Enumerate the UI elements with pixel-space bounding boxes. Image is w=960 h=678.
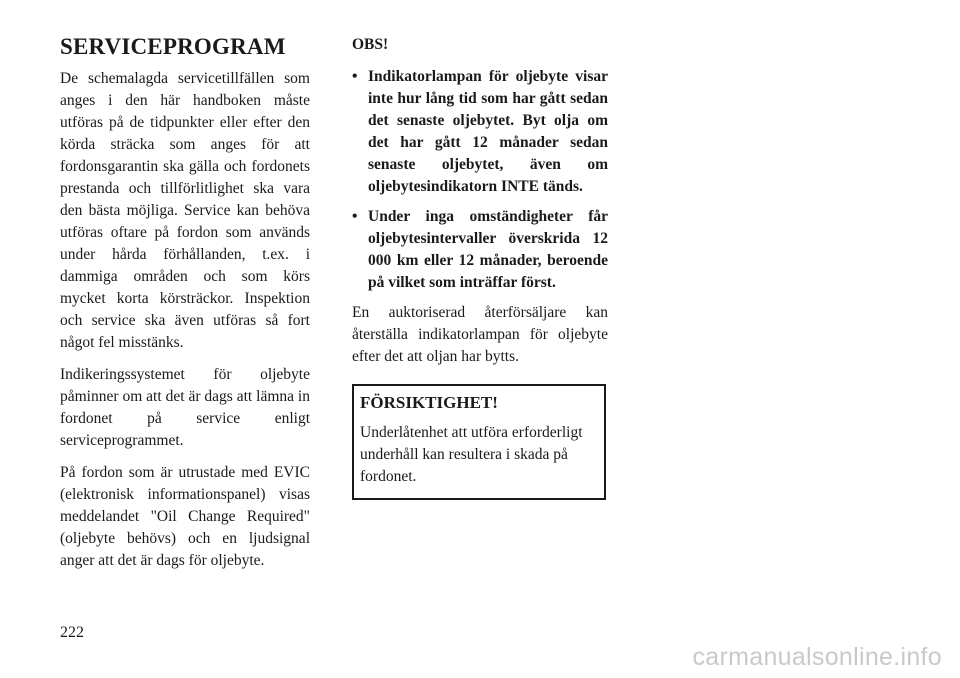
paragraph-oil-change-indicator: Indikeringssystemet för oljebyte påminner om att det är dags att lämna in fordonet på service enligt serviceprogrammet.: [60, 366, 310, 449]
paragraph-evic-message: På fordon som är utrustade med EVIC (elektronisk informationspanel) visas meddelandet "Oil Change Required" (oljebyte behövs) och en ljudsignal anger att det är dags för oljebyte.: [60, 464, 310, 569]
bullet-icon: •: [352, 208, 358, 225]
note-item-text: Under inga omständigheter får oljebytesintervaller överskrida 12 000 km eller 12 månader, beroende på vilket som inträffar först.: [368, 208, 608, 291]
left-column: [60, 34, 310, 582]
right-column: [352, 34, 608, 500]
watermark: carmanualsonline.info: [692, 643, 942, 671]
note-item: [352, 206, 608, 294]
caution-box: [352, 384, 606, 500]
paragraph-reset-indicator: En auktoriserad återförsäljare kan återställa indikatorlampan för oljebyte efter det att oljan har bytts.: [352, 304, 608, 365]
caution-text: Underlåtenhet att utföra erforderligt underhåll kan resultera i skada på fordonet.: [360, 424, 583, 485]
bullet-icon: •: [352, 68, 358, 85]
paragraph-service-intervals: De schemalagda servicetillfällen som anges i den här handboken måste utföras på de tidpunkter eller efter den körda sträcka som anges för att fordonsgarantin ska gälla och fordonets prestanda och tillförlitlighet ska vara den bästa möjliga. Service kan behöva utföras oftare på fordon som används under hårda förhållanden, t.ex. i dammiga områden och som körs mycket korta körsträckor. Inspektion och service ska även utföras så fort något fel misstänks.: [60, 70, 310, 351]
section-heading: SERVICEPROGRAM: [60, 34, 286, 59]
note-item-text: Indikatorlampan för oljebyte visar inte hur lång tid som har gått sedan det senaste oljebytet. Byt olja om det har gått 12 månader sedan senaste oljebytet, även om oljebytesindikatorn INTE tänds.: [368, 68, 608, 195]
caution-title: FÖRSIKTIGHET!: [360, 393, 498, 412]
note-label: OBS!: [352, 36, 389, 53]
note-item: [352, 66, 608, 198]
note-list: [352, 66, 608, 294]
page-number: 222: [60, 624, 84, 641]
